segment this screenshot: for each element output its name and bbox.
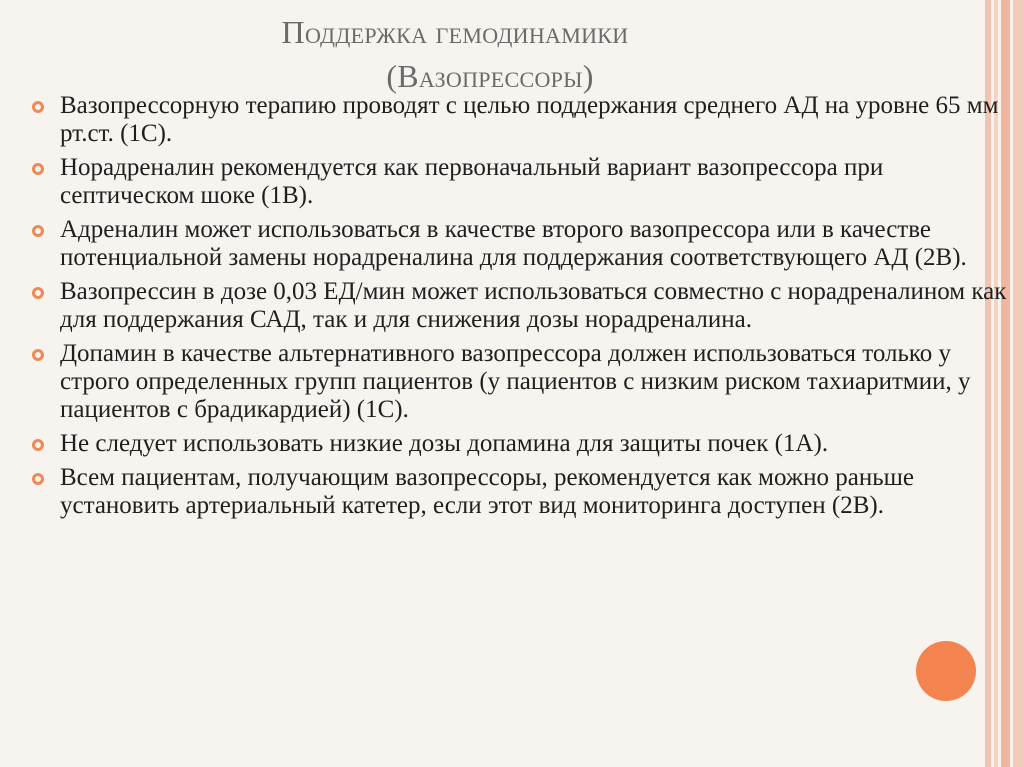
bullet-text: Не следует использовать низкие дозы допамина для защиты почек (1А). [60, 430, 829, 457]
list-item [30, 154, 1010, 210]
list-item [30, 340, 1010, 424]
list-item [30, 278, 1010, 334]
ring-bullet-icon [32, 287, 44, 299]
slide-title [170, 10, 780, 98]
bullet-text: Допамин в качестве альтернативного вазопрессора должен использоваться только у строго определенных групп пациентов (у пациентов с низким риском тахиаритмии, у пациентов с брадикардией) (1С). [60, 340, 971, 423]
bullet-text: Всем пациентам, получающим вазопрессоры, рекомендуется как можно раньше установить артериальный катетер, если этот вид мониторинга доступен (2В). [60, 464, 914, 519]
list-item [30, 464, 1010, 520]
list-item [30, 92, 1010, 148]
bullet-text: Норадреналин рекомендуется как первоначальный вариант вазопрессора при септическом шоке (1В). [60, 154, 884, 209]
ring-bullet-icon [32, 163, 44, 175]
bullet-text: Вазопрессин в дозе 0,03 ЕД/мин может использоваться совместно с норадреналином как для поддержания САД, так и для снижения дозы норадреналина. [60, 278, 1007, 333]
list-item [30, 430, 1010, 458]
list-item [30, 216, 1010, 272]
ring-bullet-icon [32, 439, 44, 451]
title-line-2: (Вазопрессоры) [386, 58, 594, 94]
bullet-text: Вазопрессорную терапию проводят с целью поддержания среднего АД на уровне 65 мм рт.ст. (1С). [60, 92, 999, 147]
decor-circle [916, 641, 976, 701]
ring-bullet-icon [32, 225, 44, 237]
bullet-list [30, 92, 1010, 526]
title-line-1: Поддержка гемодинамики [281, 14, 629, 50]
bullet-text: Адреналин может использоваться в качестве второго вазопрессора или в качестве потенциальной замены норадреналина для поддержания соответствующего АД (2В). [60, 216, 967, 271]
ring-bullet-icon [32, 101, 44, 113]
ring-bullet-icon [32, 473, 44, 485]
ring-bullet-icon [32, 349, 44, 361]
decor-stripe [1013, 0, 1024, 767]
